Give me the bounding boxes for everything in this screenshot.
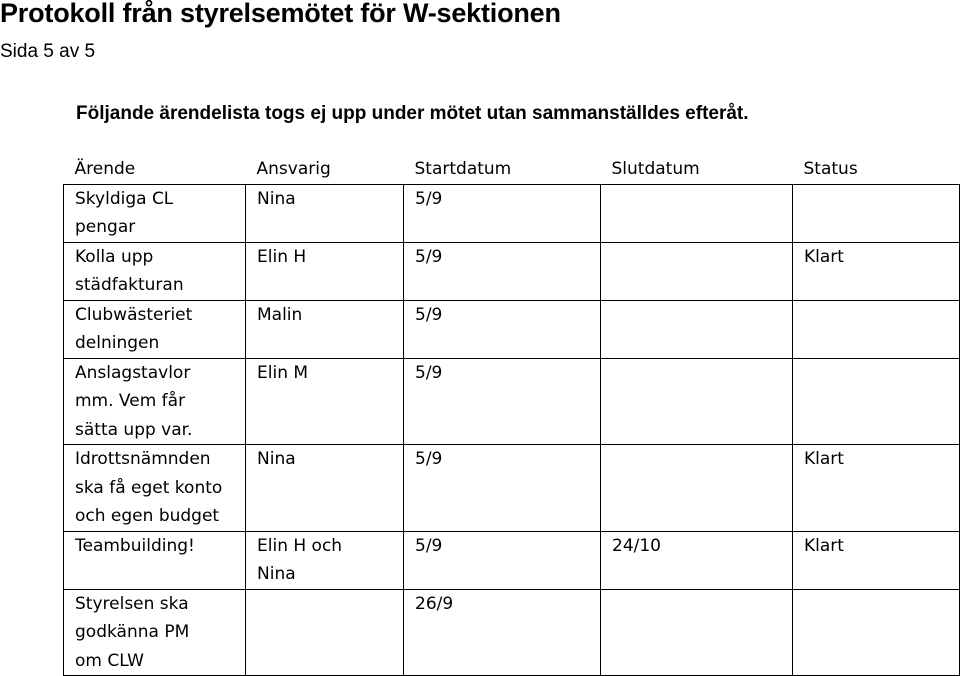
cell-status bbox=[793, 184, 960, 242]
cell-arende: Kolla upp städfakturan bbox=[64, 242, 246, 300]
agenda-table bbox=[63, 155, 960, 676]
cell-arende: Idrottsnämnden ska få eget konto och egen budget bbox=[64, 445, 246, 532]
cell-ansvarig bbox=[246, 589, 404, 676]
cell-status: Klart bbox=[793, 531, 960, 589]
cell-status bbox=[793, 589, 960, 676]
cell-ansvarig: Nina bbox=[246, 184, 404, 242]
cell-startdatum: 5/9 bbox=[404, 445, 601, 532]
cell-arende: Anslagstavlor mm. Vem får sätta upp var. bbox=[64, 358, 246, 445]
document-title: Protokoll från styrelsemötet för W-sektionen bbox=[0, 0, 561, 28]
cell-startdatum: 5/9 bbox=[404, 358, 601, 445]
header-slutdatum: Slutdatum bbox=[601, 155, 793, 184]
cell-arende: Clubwästeriet delningen bbox=[64, 300, 246, 358]
intro-text: Följande ärendelista togs ej upp under mötet utan sammanställdes efteråt. bbox=[76, 103, 749, 124]
table-row bbox=[64, 531, 960, 589]
cell-status: Klart bbox=[793, 445, 960, 532]
cell-ansvarig: Elin M bbox=[246, 358, 404, 445]
header-arende: Ärende bbox=[64, 155, 246, 184]
table-header-row bbox=[64, 155, 960, 184]
cell-arende: Skyldiga CL pengar bbox=[64, 184, 246, 242]
cell-ansvarig: Elin H bbox=[246, 242, 404, 300]
cell-slutdatum bbox=[601, 445, 793, 532]
cell-startdatum: 5/9 bbox=[404, 184, 601, 242]
header-ansvarig: Ansvarig bbox=[246, 155, 404, 184]
cell-slutdatum bbox=[601, 358, 793, 445]
cell-startdatum: 5/9 bbox=[404, 531, 601, 589]
cell-startdatum: 5/9 bbox=[404, 300, 601, 358]
cell-ansvarig: Elin H och Nina bbox=[246, 531, 404, 589]
cell-slutdatum: 24/10 bbox=[601, 531, 793, 589]
cell-slutdatum bbox=[601, 242, 793, 300]
table-row bbox=[64, 184, 960, 242]
table-row bbox=[64, 242, 960, 300]
table-row bbox=[64, 589, 960, 676]
cell-ansvarig: Malin bbox=[246, 300, 404, 358]
page-number: Sida 5 av 5 bbox=[0, 41, 96, 62]
cell-slutdatum bbox=[601, 589, 793, 676]
table-row bbox=[64, 445, 960, 532]
cell-slutdatum bbox=[601, 184, 793, 242]
cell-status: Klart bbox=[793, 242, 960, 300]
cell-startdatum: 5/9 bbox=[404, 242, 601, 300]
table-row bbox=[64, 300, 960, 358]
cell-ansvarig: Nina bbox=[246, 445, 404, 532]
table-row bbox=[64, 358, 960, 445]
cell-startdatum: 26/9 bbox=[404, 589, 601, 676]
cell-slutdatum bbox=[601, 300, 793, 358]
header-status: Status bbox=[793, 155, 960, 184]
cell-status bbox=[793, 358, 960, 445]
cell-arende: Teambuilding! bbox=[64, 531, 246, 589]
cell-status bbox=[793, 300, 960, 358]
header-startdatum: Startdatum bbox=[404, 155, 601, 184]
cell-arende: Styrelsen ska godkänna PM om CLW bbox=[64, 589, 246, 676]
